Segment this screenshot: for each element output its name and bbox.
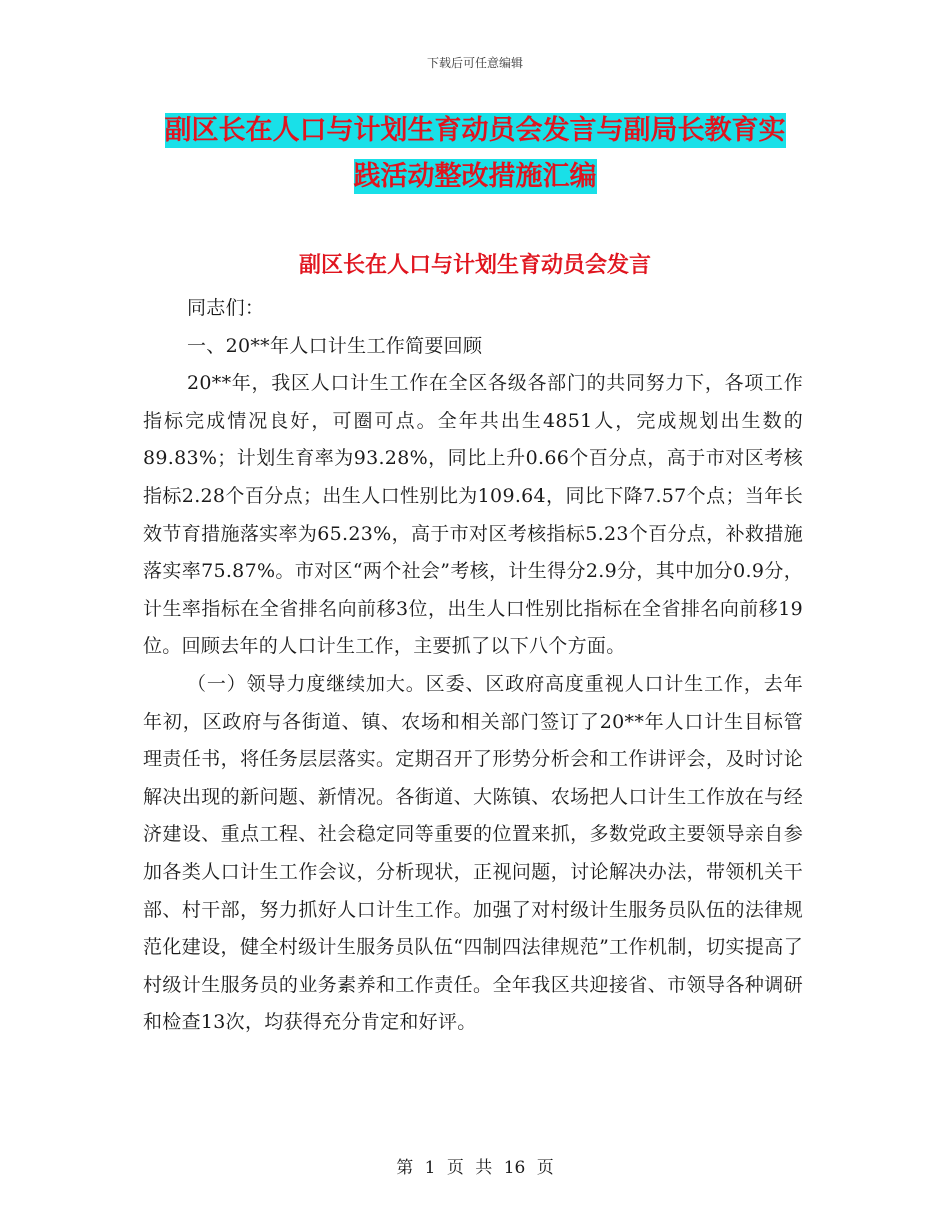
section-title: 副区长在人口与计划生育动员会发言: [298, 253, 651, 278]
salutation: 同志们：: [187, 297, 265, 319]
document-title-line-2: 践活动整改措施汇编: [353, 161, 597, 192]
document-title: [150, 108, 800, 200]
page-footer: 第 1 页 共 16 页: [396, 1158, 554, 1178]
header-note: 下载后可任意编辑: [426, 56, 523, 70]
heading-1: 一、20**年人口计生工作简要回顾: [187, 334, 483, 357]
paragraph-1: 20**年，我区人口计生工作在全区各级各部门的共同努力下，各项工作指标完成情况良好，可圈可点。全年共出生4851人，完成规划出生数的89.83%；计划生育率为93.28%，同比上升0.66个百分点，高于市对区考核指标2.28个百分点；出生人口性别比为109.64，同比下降7.57个点；当年长效节育措施落实率为65.23%，高于市对区考核指标5.23个百分点，补救措施落实率75.87%。市对区“两个社会”考核，计生得分2.9分，其中加分0.9分，计生率指标在全省排名向前移3位，出生人口性别比指标在全省排名向前移19位。回顾去年的人口计生工作，主要抓了以下八个方面。: [143, 372, 803, 658]
paragraph-2: （一）领导力度继续加大。区委、区政府高度重视人口计生工作，去年年初，区政府与各街道、镇、农场和相关部门签订了20**年人口计生目标管理责任书，将任务层层落实。定期召开了形势分析会和工作讲评会，及时讨论解决出现的新问题、新情况。各街道、大陈镇、农场把人口计生工作放在与经济建设、重点工程、社会稳定同等重要的位置来抓，多数党政主要领导亲自参加各类人口计生工作会议，分析现状，正视问题，讨论解决办法，带领机关干部、村干部，努力抓好人口计生工作。加强了对村级计生服务员队伍的法律规范化建设，健全村级计生服务员队伍“四制四法律规范”工作机制，切实提高了村级计生服务员的业务素养和工作责任。全年我区共迎接省、市领导各种调研和检查13次，均获得充分肯定和好评。: [143, 672, 803, 1034]
document-body: [143, 290, 803, 1042]
document-title-line-1: 副区长在人口与计划生育动员会发言与副局长教育实: [164, 115, 786, 146]
